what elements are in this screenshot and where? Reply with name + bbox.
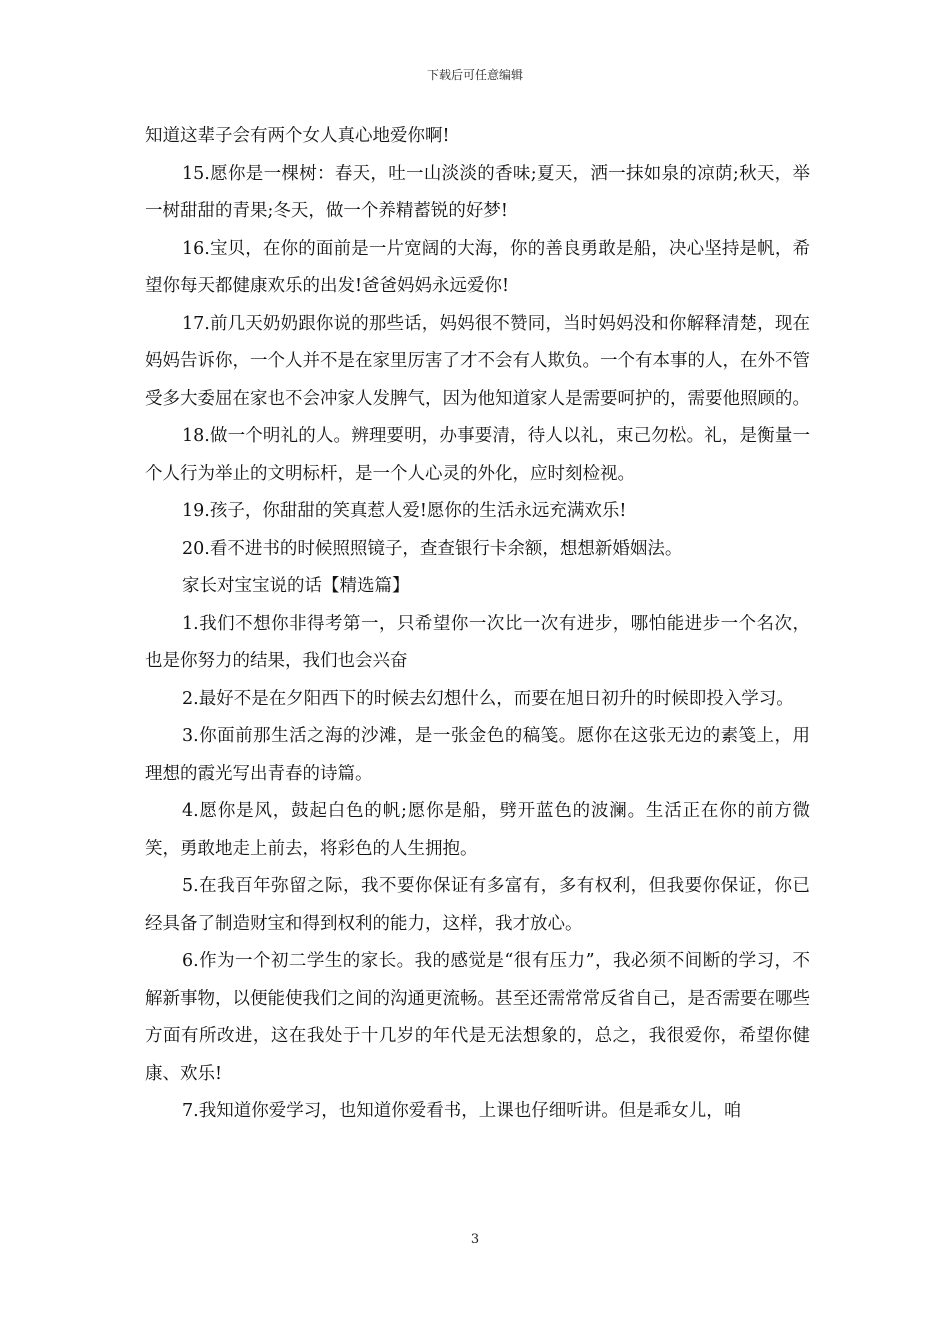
- document-body: [145, 118, 810, 1131]
- paragraph-item-7: 7.我知道你爱学习，也知道你爱看书，上课也仔细听讲。但是乖女儿，咱: [182, 1101, 742, 1121]
- page-number: 3: [470, 1232, 480, 1247]
- page-header: 下载后可任意编辑: [426, 68, 523, 82]
- paragraph-item-20: 20.看不进书的时候照照镜子，查查银行卡余额，想想新婚姻法。: [182, 538, 683, 559]
- paragraph-item-16: 16.宝贝，在你的面前是一片宽阔的大海，你的善良勇敢是船，决心坚持是帆，希望你每天都健康欢乐的出发!爸爸妈妈永远爱你!: [145, 238, 810, 296]
- paragraph-item-19: 19.孩子，你甜甜的笑真惹人爱!愿你的生活永远充满欢乐!: [182, 501, 627, 521]
- paragraph-item-17: 17.前几天奶奶跟你说的那些话，妈妈很不赞同，当时妈妈没和你解释清楚，现在妈妈告诉你，一个人并不是在家里厉害了才不会有人欺负。一个有本事的人，在外不管受多大委屈在家也不会冲家人发脾气，因为他知道家人是需要呵护的，需要他照顾的。: [145, 313, 810, 409]
- paragraph-item-18: 18.做一个明礼的人。辨理要明，办事要清，待人以礼，束己勿松。礼，是衡量一个人行为举止的文明标杆，是一个人心灵的外化，应时刻检视。: [145, 426, 810, 484]
- paragraph-item-5: 5.在我百年弥留之际，我不要你保证有多富有，多有权利，但我要你保证，你已经具备了制造财宝和得到权利的能力，这样，我才放心。: [145, 876, 810, 934]
- section-heading: 家长对宝宝说的话【精选篇】: [182, 576, 410, 596]
- paragraph-item-4: 4.愿你是风，鼓起白色的帆;愿你是船，劈开蓝色的波澜。生活正在你的前方微笑，勇敢地走上前去，将彩色的人生拥抱。: [145, 801, 810, 859]
- paragraph-item-15: 15.愿你是一棵树：春天，吐一山淡淡的香味;夏天，洒一抹如泉的凉荫;秋天，举一树甜甜的青果;冬天，做一个养精蓄锐的好梦!: [145, 163, 810, 221]
- paragraph-item-2: 2.最好不是在夕阳西下的时候去幻想什么，而要在旭日初升的时候即投入学习。: [182, 688, 794, 709]
- paragraph-item-3: 3.你面前那生活之海的沙滩，是一张金色的稿笺。愿你在这张无边的素笺上，用理想的霞光写出青春的诗篇。: [145, 726, 810, 784]
- paragraph-item-6: 6.作为一个初二学生的家长。我的感觉是“很有压力”，我必须不间断的学习，不解新事物，以便能使我们之间的沟通更流畅。甚至还需常常反省自己，是否需要在哪些方面有所改进，这在我处于十几岁的年代是无法想象的，总之，我很爱你，希望你健康、欢乐!: [145, 951, 810, 1084]
- paragraph-continuation: 知道这辈子会有两个女人真心地爱你啊!: [145, 126, 450, 146]
- paragraph-item-1: 1.我们不想你非得考第一，只希望你一次比一次有进步，哪怕能进步一个名次，也是你努力的结果，我们也会兴奋: [145, 613, 810, 671]
